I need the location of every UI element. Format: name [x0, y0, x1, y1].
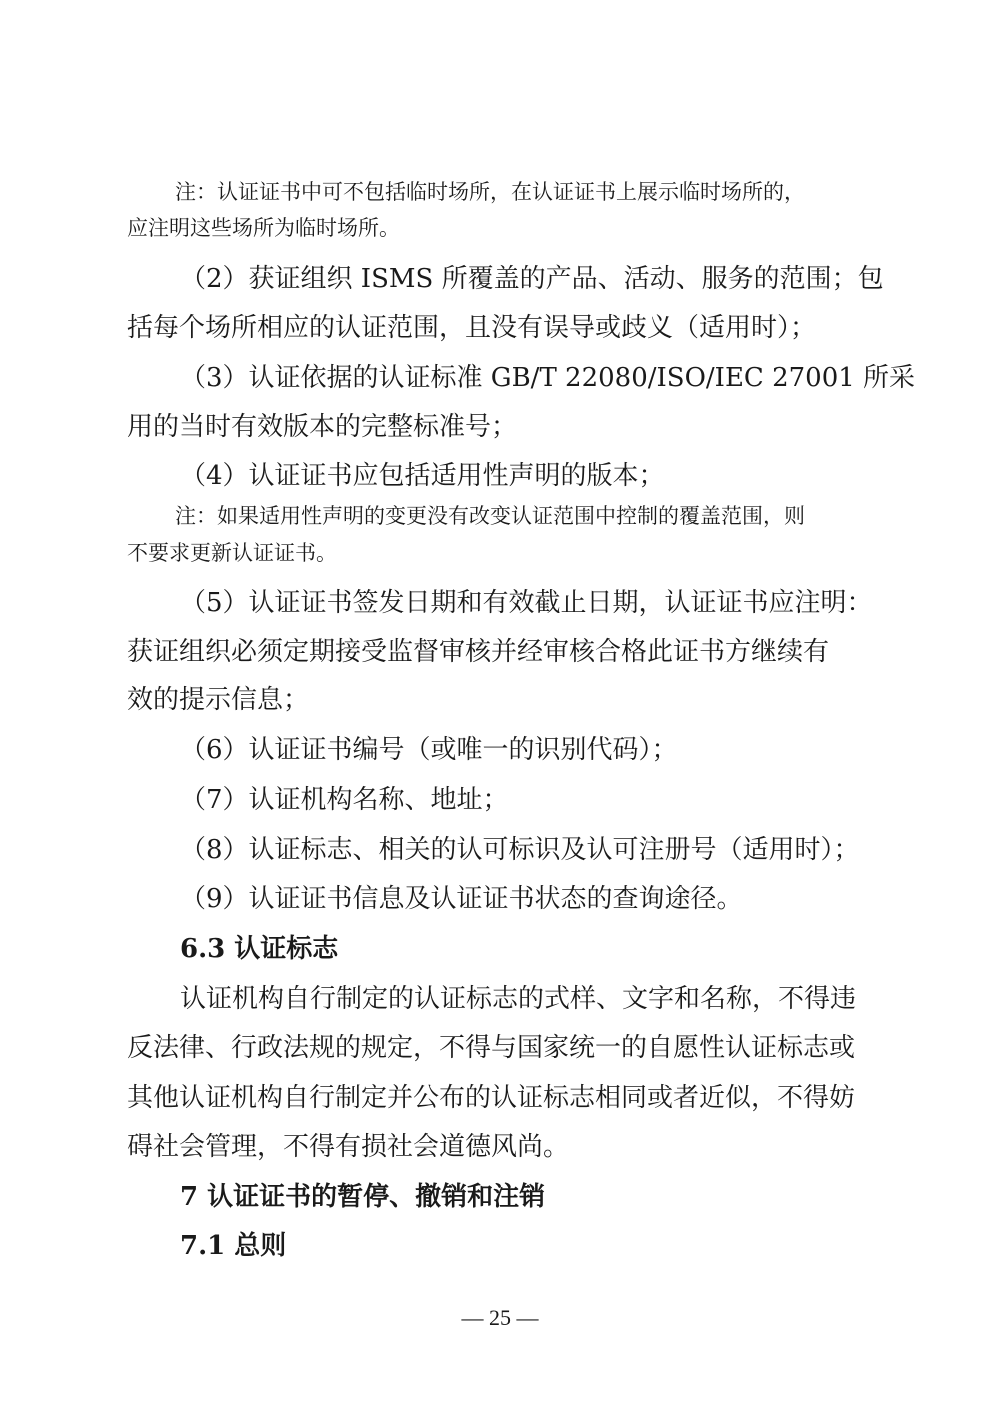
- section-heading: 7.1 总则: [180, 1231, 287, 1261]
- paragraph-line: （7）认证机构名称、地址；: [180, 785, 509, 815]
- note-line: 不要求更新认证证书。: [127, 541, 337, 565]
- paragraph-line: （9）认证证书信息及认证证书状态的查询途径。: [180, 884, 743, 914]
- note-line: 注：认证证书中可不包括临时场所，在认证证书上展示临时场所的，: [175, 180, 805, 204]
- note-line: 应注明这些场所为临时场所。: [127, 216, 400, 240]
- paragraph-line: （8）认证标志、相关的认可标识及认可注册号（适用时）；: [180, 835, 860, 865]
- paragraph-line: 碍社会管理，不得有损社会道德风尚。: [127, 1132, 570, 1162]
- paragraph-line: 反法律、行政法规的规定，不得与国家统一的自愿性认证标志或: [127, 1033, 856, 1063]
- note-line: 注：如果适用性声明的变更没有改变认证范围中控制的覆盖范围，则: [175, 504, 805, 528]
- chapter-heading: 7 认证证书的暂停、撤销和注销: [180, 1182, 546, 1212]
- paragraph-line: 获证组织必须定期接受监督审核并经审核合格此证书方继续有: [127, 637, 830, 667]
- section-heading: 6.3 认证标志: [180, 934, 339, 964]
- paragraph-line: 认证机构自行制定的认证标志的式样、文字和名称，不得违: [180, 984, 857, 1014]
- paragraph-line: （4）认证证书应包括适用性声明的版本；: [180, 461, 665, 491]
- paragraph-line: （2）获证组织 ISMS 所覆盖的产品、活动、服务的范围；包: [180, 264, 884, 294]
- paragraph-line: （3）认证依据的认证标准 GB/T 22080/ISO/IEC 27001 所采: [180, 363, 916, 393]
- paragraph-line: 效的提示信息；: [127, 685, 310, 715]
- paragraph-line: （6）认证证书编号（或唯一的识别代码）；: [180, 735, 678, 765]
- paragraph-line: （5）认证证书签发日期和有效截止日期，认证证书应注明：: [180, 588, 873, 618]
- page-number: — 25 —: [461, 1305, 539, 1330]
- paragraph-line: 其他认证机构自行制定并公布的认证标志相同或者近似，不得妨: [127, 1083, 856, 1113]
- paragraph-line: 括每个场所相应的认证范围，且没有误导或歧义（适用时）；: [127, 313, 817, 343]
- paragraph-line: 用的当时有效版本的完整标准号；: [127, 412, 518, 442]
